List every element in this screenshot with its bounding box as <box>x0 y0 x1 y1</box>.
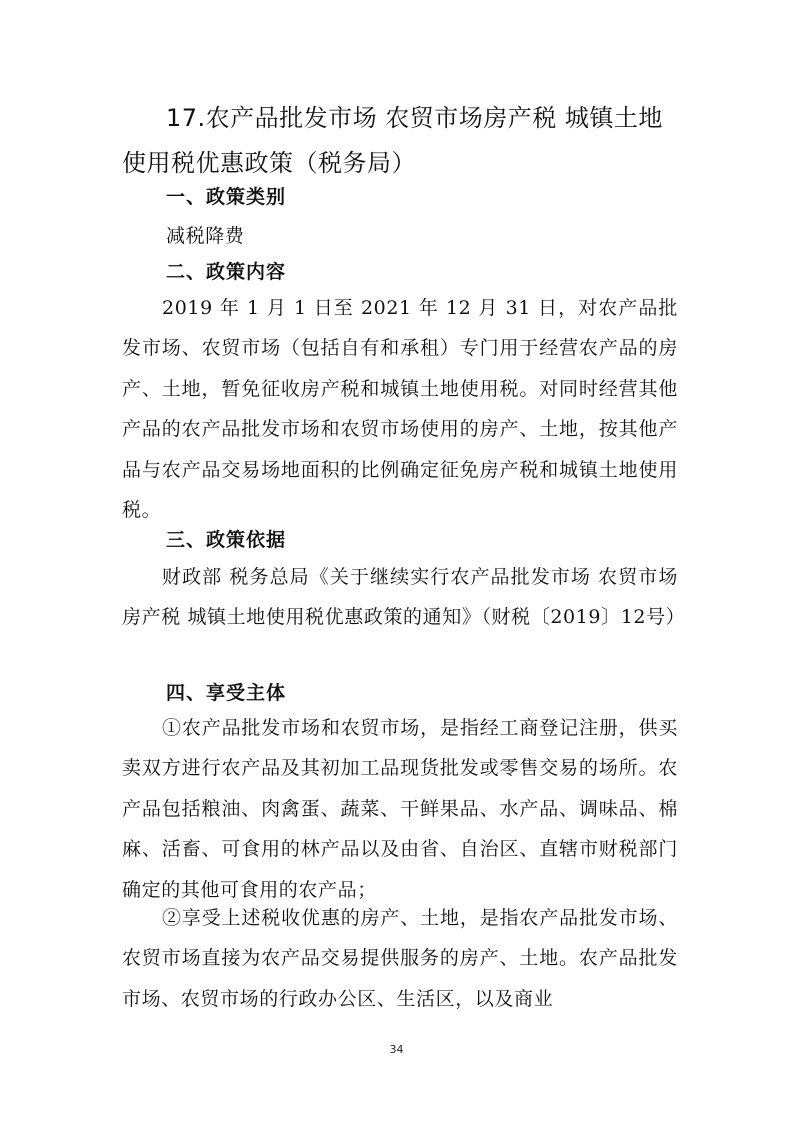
paragraph-subjects-1: ①农产品批发市场和农贸市场，是指经工商登记注册，供买卖双方进行农产品及其初加工品现货批发或零售交易的场所。农产品包括粮油、肉禽蛋、蔬菜、干鲜果品、水产品、调味品、棉麻、活畜、可食用的林产品以及由省、自治区、直辖市财税部门确定的其他可食用的农产品； <box>122 717 678 901</box>
section-heading-basis: 三、政策依据 <box>166 529 287 551</box>
section-heading-subjects: 四、享受主体 <box>166 682 287 704</box>
paragraph-basis: 财政部 税务总局《关于继续实行农产品批发市场 农贸市场房产税 城镇土地使用税优惠政策的通知》（财税〔2019〕12号） <box>122 566 686 629</box>
document-title: 17.农产品批发市场 农贸市场房产税 城镇土地使用税优惠政策（税务局） <box>122 104 663 177</box>
paragraph-content: 2019 年 1 月 1 日至 2021 年 12 月 31 日，对农产品批发市场、农贸市场（包括自有和承租）专门用于经营农产品的房产、土地，暂免征收房产税和城镇土地使用税。对同时经营其他产品的农产品批发市场和农贸市场使用的房产、土地，按其他产品与农产品交易场地面积的比例确定征免房产税和城镇土地使用税。 <box>122 297 678 522</box>
section-heading-category: 一、政策类别 <box>166 186 287 208</box>
section-heading-content: 二、政策内容 <box>166 261 287 283</box>
paragraph-subjects-2: ②享受上述税收优惠的房产、土地，是指农产品批发市场、农贸市场直接为农产品交易提供服务的房产、土地。农产品批发市场、农贸市场的行政办公区、生活区，以及商业 <box>122 907 678 1010</box>
page-number: 34 <box>389 1043 404 1056</box>
paragraph-category: 减税降费 <box>166 225 245 247</box>
